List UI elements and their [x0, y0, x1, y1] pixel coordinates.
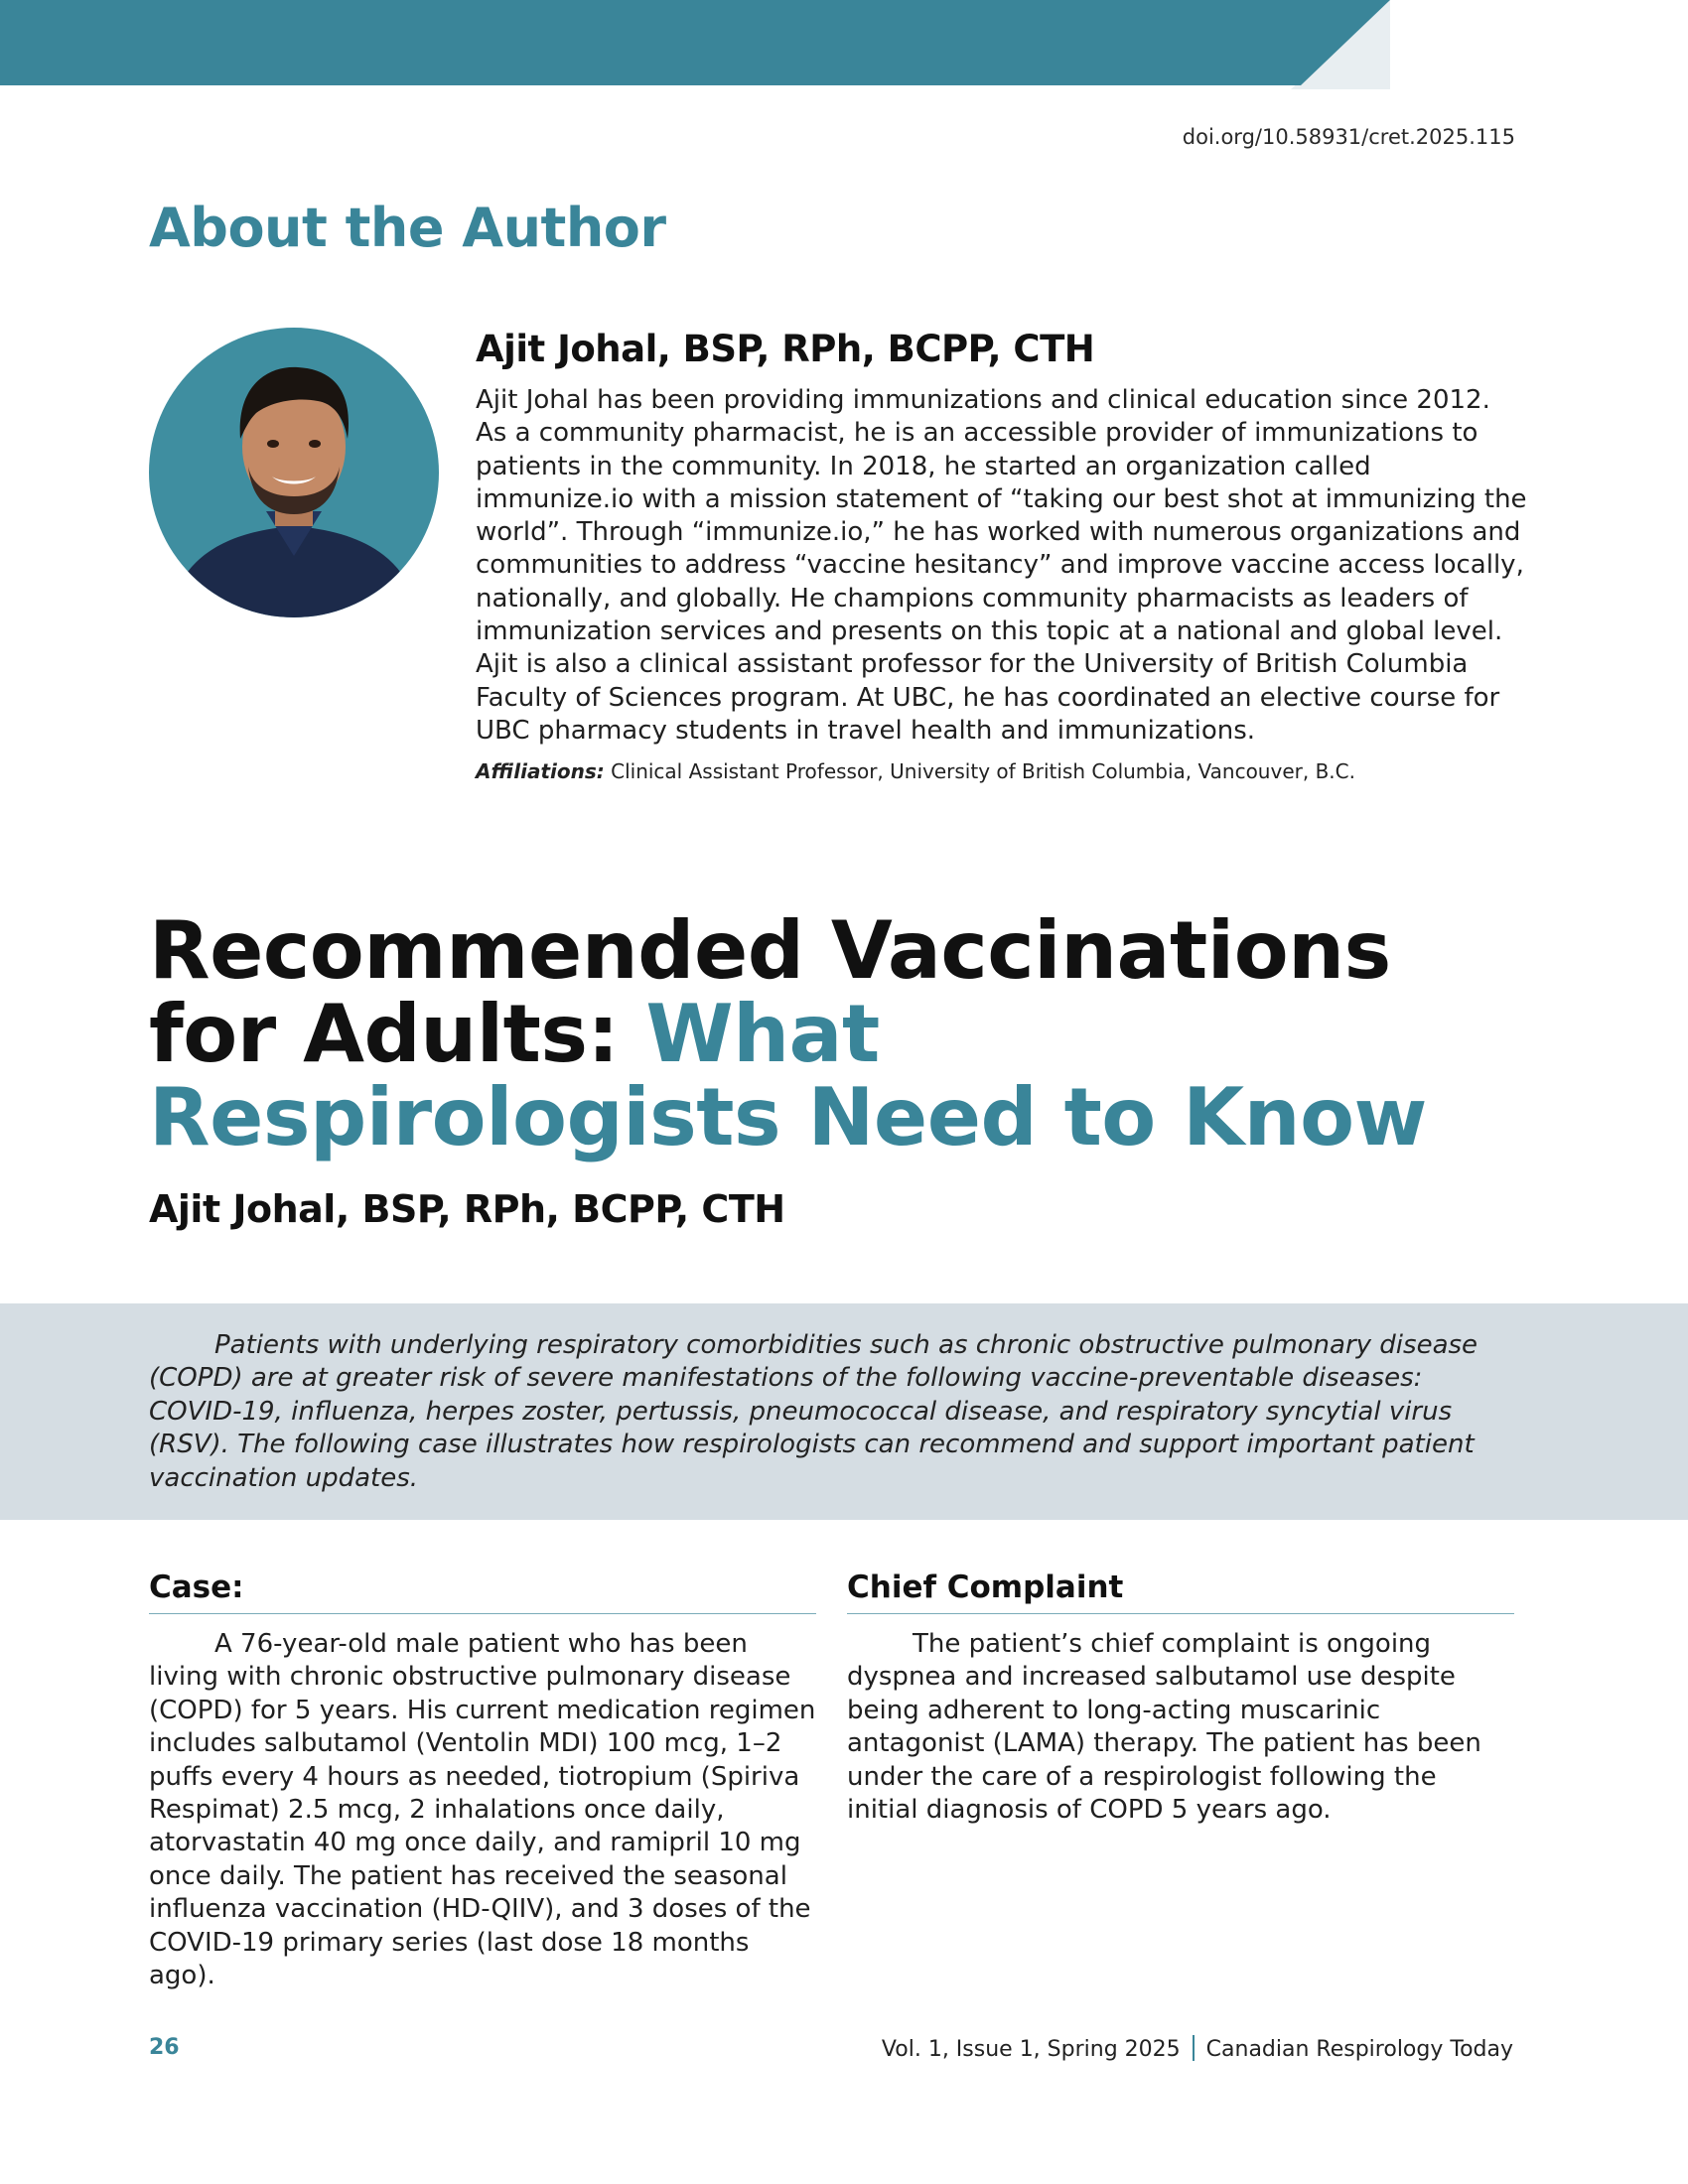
- author-name: Ajit Johal, BSP, RPh, BCPP, CTH: [476, 328, 1095, 370]
- case-section: [149, 1570, 816, 1992]
- abstract-text: Patients with underlying respiratory comorbidities such as chronic obstructive pulmonary disease (COPD) are at greater risk of severe manifestations of the following vaccine-preventable diseases: COVID-19, influenza, herpes zoster, pertussis, pneumococcal disease, and respiratory syncytial virus (RSV). The following case illustrates how respirologists can recommend and support important patient vaccination updates.: [149, 1330, 1478, 1493]
- page-number: 26: [149, 2035, 180, 2060]
- abstract-box: [0, 1303, 1688, 1520]
- header-band-fill: [0, 0, 1390, 85]
- affiliations-label: Affiliations:: [476, 759, 605, 784]
- journal-name: Canadian Respirology Today: [1205, 2037, 1513, 2062]
- article-title-main: Recommended Vaccinations for Adults:: [149, 904, 1391, 1080]
- doi-link[interactable]: doi.org/10.58931/cret.2025.115: [1182, 125, 1515, 149]
- case-heading: Case:: [149, 1570, 816, 1614]
- header-band: [0, 0, 1688, 89]
- article-title: [149, 904, 1440, 1163]
- case-text: A 76-year-old male patient who has been living with chronic obstructive pulmonary disease (COPD) for 5 years. His current medication regimen includes salbutamol (Ventolin MDI) 100 mcg, 1–2 puffs every 4 hours as needed, tiotropium (Spiriva Respimat) 2.5 mcg, 2 inhalations once daily, atorvastatin 40 mg once daily, and ramipril 10 mg once daily. The patient has received the seasonal influenza vaccination (HD-QIIV), and 3 doses of the COVID-19 primary series (last dose 18 months ago).: [149, 1629, 816, 1991]
- chief-complaint-heading: Chief Complaint: [847, 1570, 1514, 1614]
- chief-complaint-text: The patient’s chief complaint is ongoing dyspnea and increased salbutamol use despite being adherent to long-acting muscarinic antagonist (LAMA) therapy. The patient has been under the care of a respirologist following the initial diagnosis of COPD 5 years ago.: [847, 1629, 1481, 1826]
- author-affiliations: [476, 759, 1528, 783]
- article-title-accent: What Respirologists Need to Know: [149, 988, 1427, 1163]
- issue-label: Vol. 1, Issue 1, Spring 2025: [881, 2037, 1181, 2062]
- author-photo: [149, 328, 439, 617]
- author-bio: Ajit Johal has been providing immunizations and clinical education since 2012. As a community pharmacist, he is an accessible provider of immunizations to patients in the community. In 2018, he started an organization called immunize.io with a mission statement of “taking our best shot at immunizing the world”. Through “immunize.io,” he has worked with numerous organizations and communities to address “vaccine hesitancy” and improve vaccine access locally, nationally, and globally. He champions community pharmacists as leaders of immunization services and presents on this topic at a national and global level. Ajit is also a clinical assistant professor for the University of British Columbia Faculty of Sciences program. At UBC, he has coordinated an elective course for UBC pharmacy students in travel health and immunizations.: [476, 385, 1527, 746]
- affiliations-text: Clinical Assistant Professor, University of British Columbia, Vancouver, B.C.: [611, 759, 1355, 784]
- about-author-heading: About the Author: [149, 197, 666, 259]
- article-author: Ajit Johal, BSP, RPh, BCPP, CTH: [149, 1187, 785, 1231]
- footer-issue-info: [882, 2035, 1513, 2062]
- author-bio-block: [476, 328, 1528, 783]
- chief-complaint-section: [847, 1570, 1514, 1827]
- footer-divider: [1193, 2035, 1195, 2061]
